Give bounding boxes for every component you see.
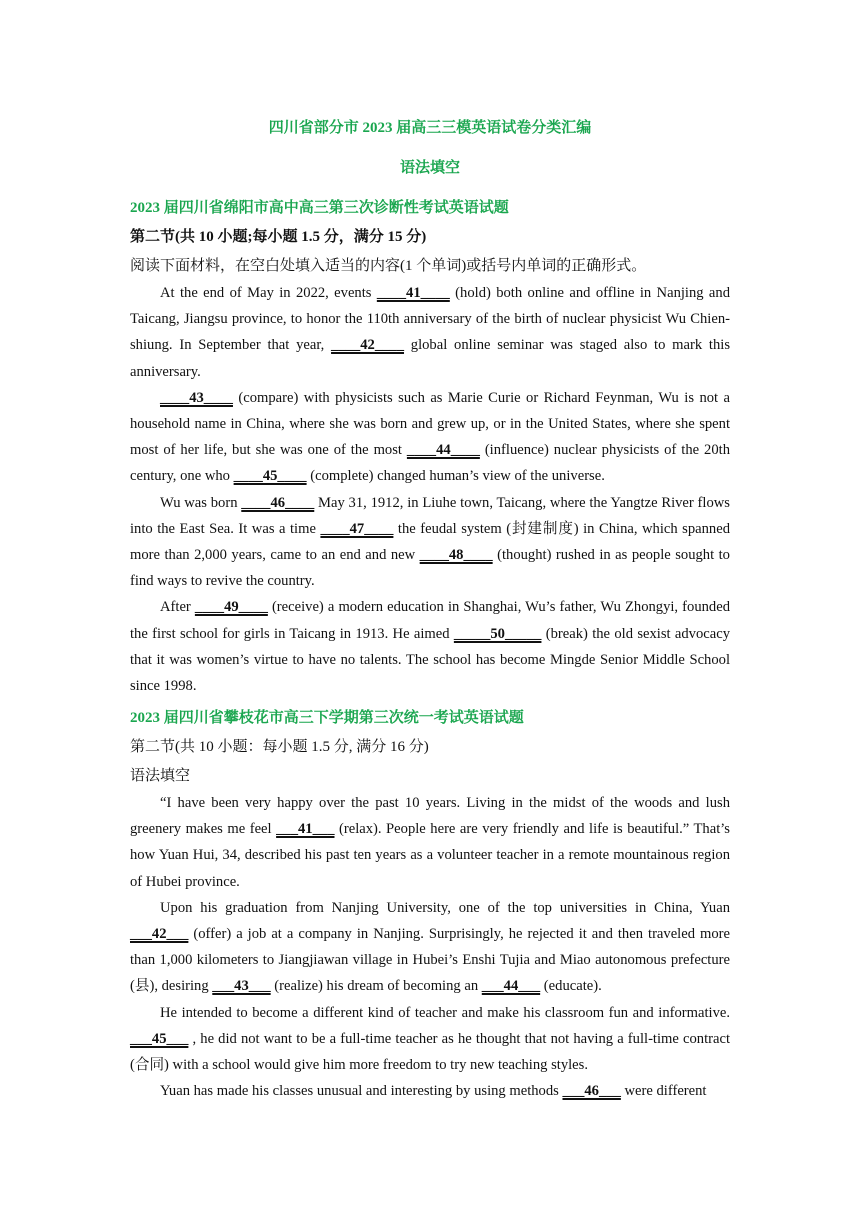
section-2-part: 第二节(共 10 小题：每小题 1.5 分, 满分 16 分)	[130, 739, 429, 755]
blank-45: ___45___	[130, 1030, 189, 1047]
text: , he did not want to be a full-time teacher as he thought that not having a full-time contract (合同) with a school would give him more freedom to try new teaching styles.	[130, 1030, 730, 1074]
text: (receive) a modern education in Shanghai, Wu’s father, Wu Zhongyi, founded the first school for girls in Taicang in 1913. He aimed	[130, 599, 730, 642]
section-2-label: 语法填空	[130, 768, 191, 784]
text: “I have been very happy over the past 10 years. Living in the midst of the woods and lush greenery makes me feel	[130, 795, 730, 838]
blank-42: ____42____	[331, 337, 405, 354]
text: (educate).	[540, 978, 602, 995]
blank-46: ___46___	[562, 1083, 621, 1100]
section-1-heading: 2023 届四川省绵阳市高中高三第三次诊断性考试英语试题	[130, 200, 509, 216]
text: (compare) with physicists such as Marie Curie or Richard Feynman, Wu is not a household name in China, where she was born and grew up, or in the United States, where she spent most of her life, but she was one of the most	[130, 389, 730, 459]
blank-46: ____46____	[241, 494, 315, 511]
text: (influence) nuclear physicists of the 20th century, one who	[130, 442, 730, 485]
text: (realize) his dream of becoming an	[270, 978, 482, 995]
section-1-part: 第二节(共 10 小题;每小题 1.5 分，满分 15 分)	[130, 229, 427, 245]
text: were different	[620, 1083, 707, 1100]
sub-title: 语法填空	[399, 160, 460, 176]
paragraph	[130, 790, 730, 895]
blank-41: ____41____	[376, 285, 450, 301]
section-2-heading: 2023 届四川省攀枝花市高三下学期第三次统一考试英语试题	[130, 710, 524, 726]
blank-42: ___42___	[130, 926, 189, 943]
paragraph	[130, 895, 730, 1000]
text: (hold) both online and offline in Nanjing and Taicang, Jiangsu province, to honor the 110th anniversary of the birth of nuclear physicist Wu Chien-shiung. In September that year,	[130, 285, 731, 354]
blank-44: ____44____	[406, 442, 480, 459]
blank-48: ____48____	[419, 547, 493, 564]
section-2-passage	[130, 790, 730, 1104]
blank-50: _____50_____	[453, 625, 542, 642]
main-title: 四川省部分市 2023 届高三三模英语试卷分类汇编	[268, 120, 592, 136]
section-1-instruction: 阅读下面材料，在空白处填入适当的内容(1 个单词)或括号内单词的正确形式。	[130, 258, 647, 274]
text: May 31, 1912, in Liuhe town, Taicang, where the Yangtze River flows into the East Sea. It was a time	[130, 494, 730, 537]
blank-47: ____47____	[320, 520, 394, 537]
blank-43: ____43____	[160, 389, 233, 406]
blank-44: ___44___	[481, 978, 541, 995]
blank-49: ____49____	[194, 599, 268, 616]
text: He intended to become a different kind of teacher and make his classroom fun and informative.	[160, 1004, 730, 1021]
text: (relax). People here are very friendly and life is beautiful.” That’s how Yuan Hui, 34, described his past ten years as a volunteer teacher in a remote mountainous region of Hubei province.	[130, 821, 730, 890]
text: At the end of May in 2022, events	[160, 285, 377, 301]
paragraph	[130, 385, 730, 490]
text: Wu was born	[160, 494, 242, 511]
blank-43: ___43___	[212, 978, 271, 995]
text: (thought) rushed in as people sought to find ways to revive the country.	[130, 547, 730, 590]
text: (offer) a job at a company in Nanjing. Surprisingly, he rejected it and then traveled more than 1,000 kilometers to Jiangjiawan village in Hubei’s Enshi Tujia and Miao autonomous prefecture (县), desiring	[130, 926, 730, 995]
paragraph	[130, 1078, 730, 1104]
blank-41: ___41___	[276, 821, 335, 838]
paragraph	[130, 490, 730, 595]
blank-45: ____45____	[233, 468, 307, 485]
paragraph	[130, 1000, 730, 1079]
text: the feudal system (封建制度) in China, which spanned more than 2,000 years, came to an end and new	[130, 520, 730, 564]
section-1-passage	[130, 280, 730, 699]
text: Upon his graduation from Nanjing University, one of the top universities in China, Yuan	[160, 899, 730, 916]
text: After	[160, 599, 195, 616]
text: (complete) changed human’s view of the universe.	[306, 468, 605, 485]
text: global online seminar was staged also to mark this anniversary.	[130, 337, 730, 380]
text: Yuan has made his classes unusual and interesting by using methods	[160, 1083, 563, 1100]
paragraph	[130, 594, 730, 699]
paragraph	[130, 280, 730, 385]
text: (break) the old sexist advocacy that it was women’s virtue to have no talents. The school has become Mingde Senior Middle School since 1998.	[130, 625, 730, 695]
